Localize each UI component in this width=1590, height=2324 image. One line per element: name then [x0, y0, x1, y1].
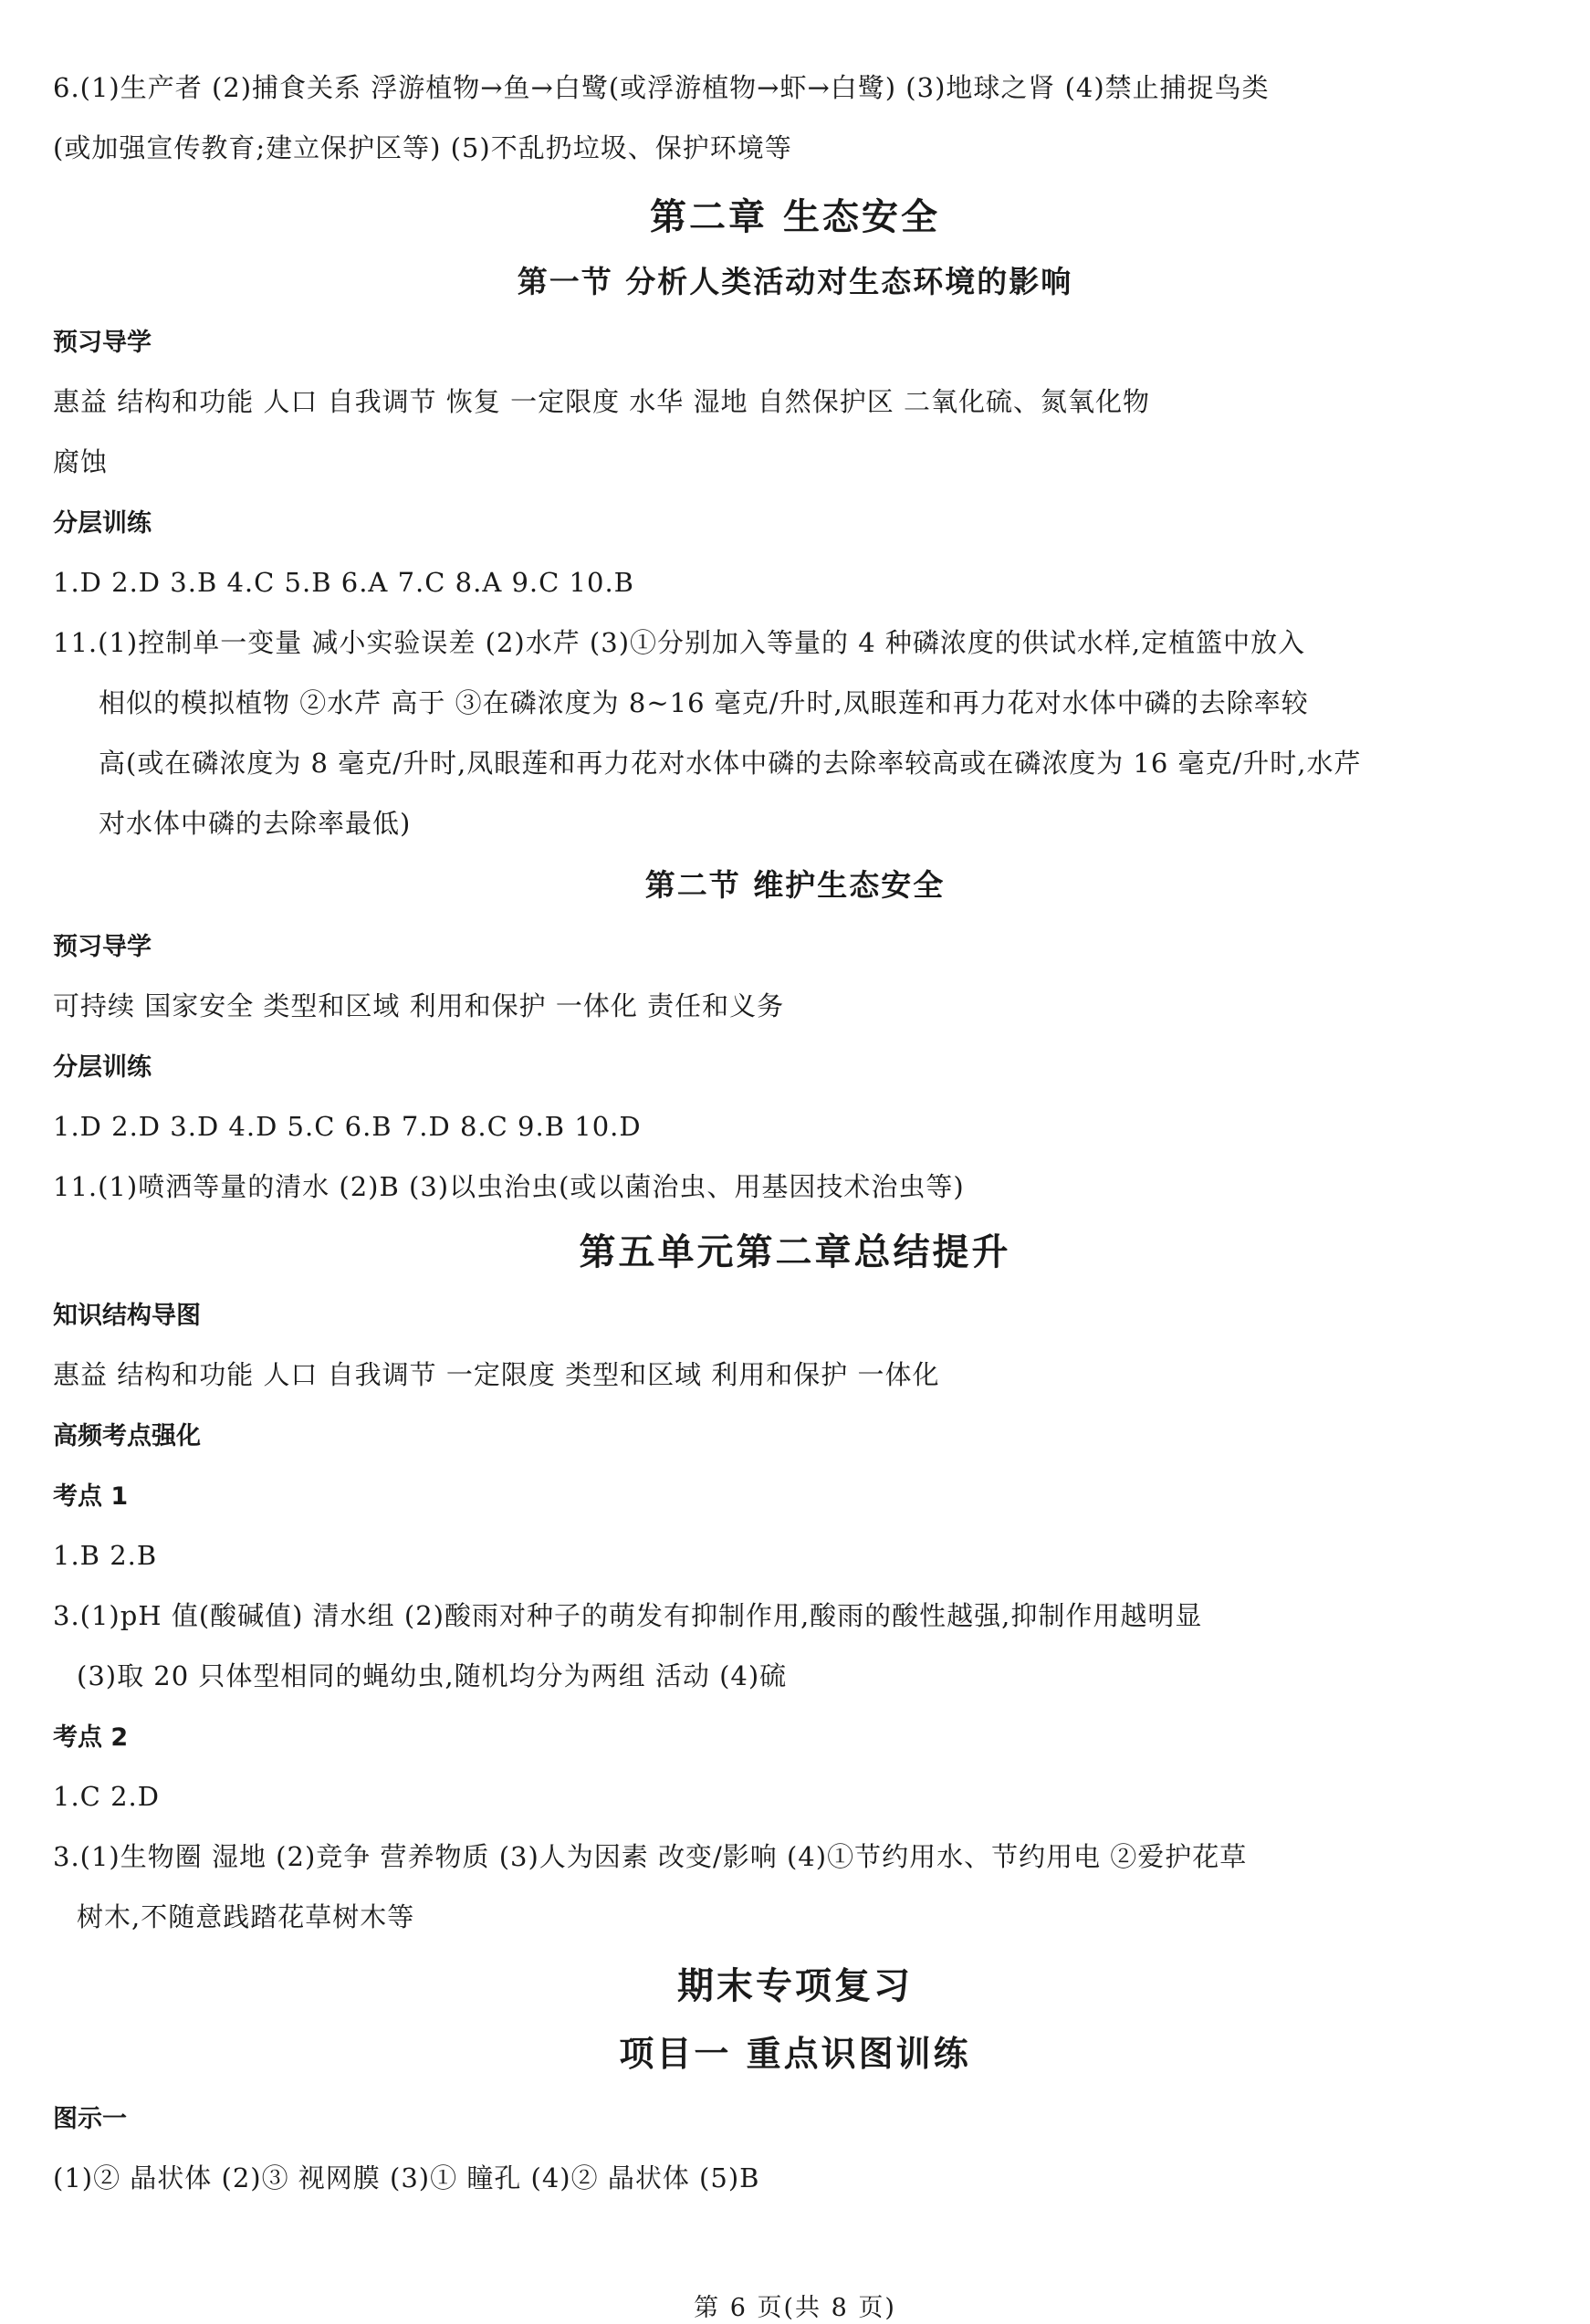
figure1-label: 图示一	[53, 2105, 127, 2133]
chapter-title: 第二章 生态安全	[650, 195, 940, 238]
kp2-q3-line1: 3.(1)生物圈 湿地 (2)竞争 营养物质 (3)人为因素 改变/影响 (4)①节约用水、节约用电 ②爱护花草	[53, 1841, 1248, 1872]
kp2-q3-line2: 树木,不随意践踏花草树木等	[77, 1901, 415, 1932]
s1-q11-line3: 高(或在磷浓度为 8 毫克/升时,凤眼莲和再力花对水体中磷的去除率较高或在磷浓度为 16 毫克/升时,水芹	[99, 748, 1362, 779]
s1-preview-label: 预习导学	[53, 329, 152, 357]
s2-train-label: 分层训练	[53, 1053, 152, 1082]
figure1-answers: (1)② 晶状体 (2)③ 视网膜 (3)① 瞳孔 (4)② 晶状体 (5)B	[53, 2162, 760, 2193]
high-frequency-label: 高频考点强化	[53, 1422, 201, 1450]
s1-preview-line1: 惠益 结构和功能 人口 自我调节 恢复 一定限度 水华 湿地 自然保护区 二氧化硫、氮氧化物	[53, 386, 1150, 417]
kp2-mc-answers: 1.C 2.D	[53, 1781, 160, 1812]
s2-preview-line1: 可持续 国家安全 类型和区域 利用和保护 一体化 责任和义务	[53, 990, 785, 1021]
summary-title: 第五单元第二章总结提升	[579, 1230, 1011, 1273]
q6-answer-line2: (或加强宣传教育;建立保护区等) (5)不乱扔垃圾、保护环境等	[53, 132, 792, 163]
kp1-q3-line1: 3.(1)pH 值(酸碱值) 清水组 (2)酸雨对种子的萌发有抑制作用,酸雨的酸性越强,抑制作用越明显	[53, 1600, 1203, 1631]
knowledge-map-label: 知识结构导图	[53, 1302, 201, 1330]
s2-mc-answers: 1.D 2.D 3.D 4.D 5.C 6.B 7.D 8.C 9.B 10.D	[53, 1111, 642, 1142]
kp1-label: 考点 1	[53, 1482, 129, 1511]
kp1-mc-answers: 1.B 2.B	[53, 1540, 158, 1571]
kp1-q3-line2: (3)取 20 只体型相同的蝇幼虫,随机均分为两组 活动 (4)硫	[77, 1660, 788, 1691]
s1-preview-line2: 腐蚀	[53, 446, 109, 477]
final-review-title: 期末专项复习	[677, 1964, 913, 2007]
s1-mc-answers: 1.D 2.D 3.B 4.C 5.B 6.A 7.C 8.A 9.C 10.B	[53, 567, 634, 598]
s2-preview-label: 预习导学	[53, 933, 152, 961]
section1-title: 第一节 分析人类活动对生态环境的影响	[517, 264, 1073, 299]
s2-q11: 11.(1)喷洒等量的清水 (2)B (3)以虫治虫(或以菌治虫、用基因技术治虫等)	[53, 1171, 965, 1202]
kp2-label: 考点 2	[53, 1723, 129, 1752]
s1-q11-line4: 对水体中磷的去除率最低)	[99, 808, 412, 839]
knowledge-map-line: 惠益 结构和功能 人口 自我调节 一定限度 类型和区域 利用和保护 一体化	[53, 1359, 940, 1390]
project1-title: 项目一 重点识图训练	[619, 2033, 971, 2074]
s1-q11-line2: 相似的模拟植物 ②水芹 高于 ③在磷浓度为 8~16 毫克/升时,凤眼莲和再力花对水体中磷的去除率较	[99, 687, 1309, 718]
s1-q11-line1: 11.(1)控制单一变量 减小实验误差 (2)水芹 (3)①分别加入等量的 4 种磷浓度的供试水样,定植篮中放入	[53, 627, 1306, 658]
s1-train-label: 分层训练	[53, 509, 152, 538]
q6-answer-line1: 6.(1)生产者 (2)捕食关系 浮游植物→鱼→白鹭(或浮游植物→虾→白鹭) (3)地球之肾 (4)禁止捕捉鸟类	[53, 72, 1270, 103]
page-footer: 第 6 页(共 8 页)	[694, 2294, 896, 2322]
section2-title: 第二节 维护生态安全	[644, 867, 946, 903]
